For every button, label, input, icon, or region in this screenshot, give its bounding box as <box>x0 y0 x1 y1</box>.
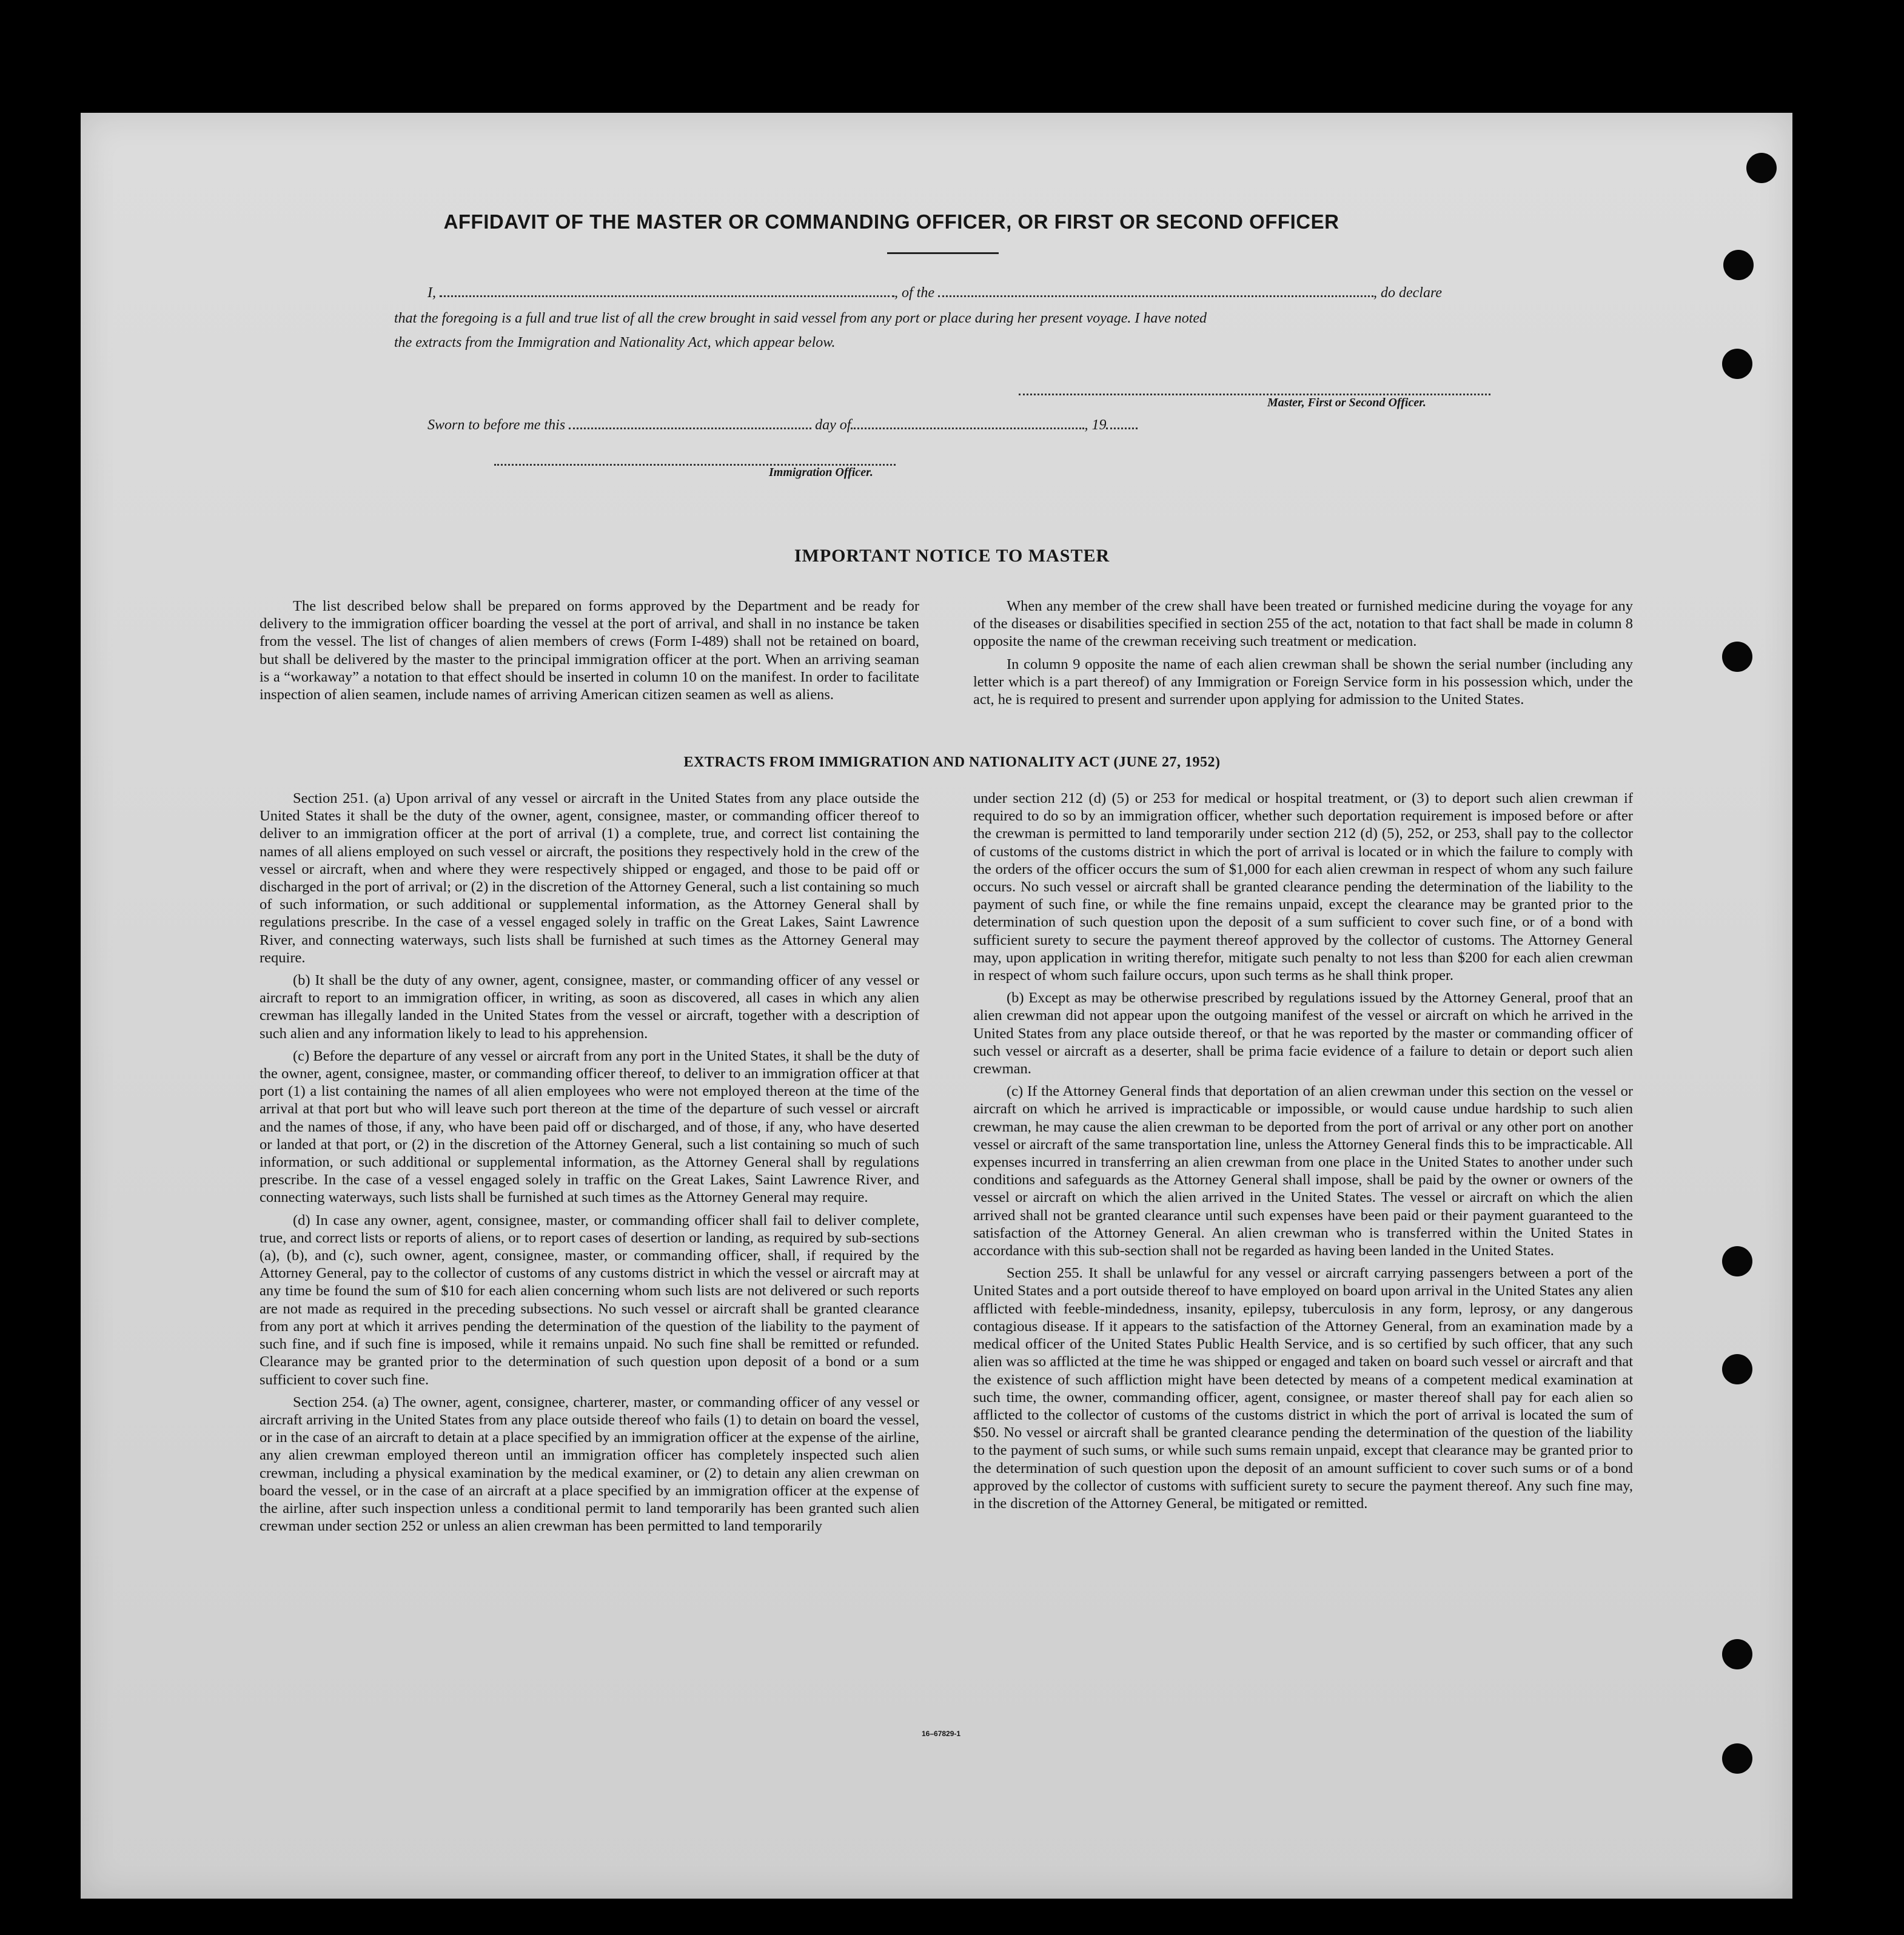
punch-hole <box>1722 1246 1752 1276</box>
of-the-label: , of the <box>894 285 934 301</box>
sworn-month-field[interactable] <box>851 427 1084 429</box>
year-label: , 19 <box>1084 417 1107 433</box>
section-paragraph: (d) In case any owner, agent, consignee, master, or commanding officer shall fail to deliver complete, true, and correct lists or reports of aliens, or to report cases of desertion or landing, as required by sub-sections (a), (b), and (c), such owner, agent, consignee, master, or commanding officer, shall, if required by the Attorney General, pay to the collector of customs of any customs district in which the vessel or aircraft may at any time be found the sum of $10 for each alien concerning whom such lists are not delivered or such reports are not made as required in the preceding subsections. No such vessel or aircraft shall be granted clearance from any port at which it arrives pending the determination of the question of the liability to the payment of such fine, and if such fine is imposed, while it remains unpaid. No such fine shall be remitted or refunded. Clearance may be granted prior to the determination of such question upon deposit of a bond or a sum sufficient to cover such fine. <box>260 1212 919 1388</box>
declaration-line <box>427 285 1442 301</box>
punch-hole <box>1722 349 1752 379</box>
notice-paragraph: In column 9 opposite the name of each alien crewman shall be shown the serial number (including any letter which is a part thereof) of any Immigration or Foreign Service form in his possession which, under the act, he is required to present and surrender upon applying for admission to the United States. <box>973 656 1633 708</box>
section-paragraph: Section 254. (a) The owner, agent, consignee, charterer, master, or commanding officer of any vessel or aircraft arriving in the United States from any place outside thereof who fails (1) to detain on board the vessel, or in the case of an aircraft to detain at a place specified by an immigration officer at the expense of the airline, any alien crewman employed thereon until an immigration officer has completely inspected such alien crewman, including a physical examination by the medical examiner, or (2) to detain any alien crewman on board the vessel, or in the case of an aircraft at a place specified by an immigration officer at the expense of the airline, after such inspection unless a conditional permit to land temporarily has been granted such alien crewman under section 252 or unless an alien crewman has been permitted to land temporarily <box>260 1393 919 1535</box>
punch-hole <box>1723 250 1754 280</box>
punch-hole <box>1722 1743 1752 1774</box>
section-paragraph: Section 251. (a) Upon arrival of any vessel or aircraft in the United States from any place outside the United States it shall be the duty of the owner, agent, consignee, master, or commanding officer thereof to deliver to an immigration officer at the port of arrival (1) a complete, true, and correct list containing the names of all aliens employed on such vessel or aircraft, the positions they respectively hold in the crew of the vessel or aircraft, when and where they were respectively shipped or engaged, and those to be paid off or discharged in the port of arrival; or (2) in the discretion of the Attorney General, such a list containing so much of such information, or such additional or supplemental information, as the Attorney General shall by regulations prescribe. In the case of a vessel engaged solely in traffic on the Great Lakes, Saint Lawrence River, and connecting waterways, such lists shall be furnished at such times as the Attorney General may require. <box>260 790 919 966</box>
affidavit-title: AFFIDAVIT OF THE MASTER OR COMMANDING OFFICER, OR FIRST OR SECOND OFFICER <box>443 210 1339 233</box>
i-label: I, <box>427 285 436 301</box>
punch-hole <box>1722 1354 1752 1384</box>
section-paragraph: (c) If the Attorney General finds that deportation of an alien crewman under this section on the vessel or aircraft on which he arrived is impracticable or impossible, or would cause undue hardship to such alien crewman, he may cause the alien crewman to be deported from the port of arrival or any other port on another vessel or aircraft of the same transportation line, unless the Attorney General finds this to be impracticable. All expenses incurred in transferring an alien crewman from one place in the United States to another under such conditions and safeguards as the Attorney General shall impose, shall be paid by the owner or owners of the vessel or aircraft on which the alien arrived in the United States. The vessel or aircraft on which the alien arrived shall not be granted clearance until such expenses have been paid or their payment guaranteed to the satisfaction of the Attorney General. An alien crewman who is transferred within the United States in accordance with this sub-section shall not be regarded as having been landed in the United States. <box>973 1083 1633 1259</box>
punch-hole <box>1722 1639 1752 1669</box>
notice-title: IMPORTANT NOTICE TO MASTER <box>794 546 1110 566</box>
sworn-day-field[interactable] <box>569 427 811 429</box>
vessel-field[interactable] <box>938 295 1373 297</box>
sworn-line <box>427 417 1138 434</box>
extracts-title: EXTRACTS FROM IMMIGRATION AND NATIONALITY ACT (JUNE 27, 1952) <box>683 754 1221 770</box>
declaration-body-2: the extracts from the Immigration and Nationality Act, which appear below. <box>394 335 836 350</box>
sworn-label: Sworn to before me this <box>427 417 566 433</box>
notice-left-column <box>260 597 919 708</box>
section-paragraph: under section 212 (d) (5) or 253 for medical or hospital treatment, or (3) to deport such alien crewman if required to do so by an immigration officer, whether such deportation requirement is imposed before or after the crewman is permitted to land temporarily under section 212 (d) (5), 252, or 253, shall pay to the collector of customs of the customs district in which the port of arrival is located or in which the failure to comply with the orders of the officer occurs the sum of $1,000 for each alien crewman in respect of whom any such failure occurs. No such vessel or aircraft shall be granted clearance pending the determination of the liability to the payment of such fine, or while the fine remains unpaid, except the clearance may be granted prior to the determination of such question upon the deposit of a sum sufficient to cover such fine, or of a bond with sufficient surety to secure the payment thereof approved by the collector of customs. The Attorney General may, upon application in writing therefor, mitigate such penalty to not less than $200 for each alien crewman in respect of whom such failure occurs, upon such terms as he shall think proper. <box>973 790 1633 984</box>
section-paragraph: (b) It shall be the duty of any owner, agent, consignee, master, or commanding officer of any vessel or aircraft to report to an immigration officer, in writing, as soon as discovered, all cases in which any alien crewman has illegally landed in the United States from the vessel or aircraft, together with a description of such alien and any information likely to lead to his apprehension. <box>260 972 919 1042</box>
title-divider <box>887 252 999 254</box>
notice-right-column <box>973 597 1633 713</box>
name-field[interactable] <box>440 295 894 297</box>
extracts-left-column <box>260 790 919 1540</box>
immigration-officer-label: Immigration Officer. <box>769 466 873 479</box>
extracts-right-column <box>973 790 1633 1517</box>
section-paragraph: (b) Except as may be otherwise prescribed by regulations issued by the Attorney General, proof that an alien crewman did not appear upon the outgoing manifest of the vessel or aircraft on which he arrived in the United States from any place outside thereof, or that he was reported by the master or commanding officer of such vessel or aircraft as a deserter, shall be prima facie evidence of a failure to detain or deport such alien crewman. <box>973 990 1633 1078</box>
declaration-body-1: that the foregoing is a full and true list of all the crew brought in said vessel from any port or place during her present voyage. I have noted <box>394 310 1207 326</box>
day-of-label: day of <box>815 417 851 433</box>
do-declare-label: , do declare <box>1373 285 1443 301</box>
form-number: 16–67829-1 <box>922 1729 961 1738</box>
signature-label: Master, First or Second Officer. <box>1267 396 1426 409</box>
section-paragraph: (c) Before the departure of any vessel or aircraft from any port in the United States, it shall be the duty of the owner, agent, consignee, master, or commanding officer thereof, to deliver to an immigration officer at that port (1) a list containing the names of all alien employees who were not employed thereon at the time of the arrival at that port but who will leave such port thereon at the time of the departure of such vessel or aircraft and the names of those, if any, who have been paid off or discharged, and of those, if any, who have deserted or landed at that port, or (2) in the discretion of the Attorney General, such a list containing so much of such information, or such additional or supplemental information, as the Attorney General shall by regulations prescribe. In the case of a vessel engaged solely in traffic on the Great Lakes, Saint Lawrence River, and connecting waterways, such lists shall be furnished at such times as the Attorney General may require. <box>260 1047 919 1206</box>
section-paragraph: Section 255. It shall be unlawful for any vessel or aircraft carrying passengers between a port of the United States and a port outside thereof to have employed on board upon arrival in the United States any alien afflicted with feeble-mindedness, insanity, epilepsy, tuberculosis in any form, leprosy, or any dangerous contagious disease. If it appears to the satisfaction of the Attorney General, from an examination made by a medical officer of the United States Public Health Service, and is so certified by such officer, that any such alien was so afflicted at the time he was shipped or engaged and taken on board such vessel or aircraft and that the existence of such affliction might have been detected by means of a competent medical examination at such time, the owner, commanding officer, agent, consignee, or master thereof shall pay for each alien so afflicted to the collector of customs of the customs district in which the port of arrival is located the sum of $50. No vessel or aircraft shall be granted clearance pending the determination of the question of the liability to the payment of such sums, or while such sums remain unpaid, except that clearance may be granted prior to the determination of such question upon the deposit of an amount sufficient to cover such sums or of a bond approved by the collector of customs with sufficient surety to secure the payment thereof. Any such fine may, in the discretion of the Attorney General, be mitigated or remitted. <box>973 1265 1633 1512</box>
punch-hole <box>1746 153 1777 183</box>
signature-line[interactable] <box>1019 393 1490 395</box>
notice-paragraph: The list described below shall be prepared on forms approved by the Department and be ready for delivery to the immigration officer boarding the vessel at the port of arrival, and shall in no instance be taken from the vessel. The list of changes of alien members of crews (Form I-489) shall not be retained on board, but shall be delivered by the master to the principal immigration officer at the port. When an arriving seaman is a “workaway” a notation to that effect should be inserted in column 10 on the manifest. In order to facilitate inspection of alien seamen, include names of arriving American citizen seamen as well as aliens. <box>260 598 919 703</box>
sworn-year-field[interactable] <box>1106 427 1138 429</box>
notice-paragraph: When any member of the crew shall have been treated or furnished medicine during the voyage for any of the diseases or disabilities specified in section 255 of the act, notation to that fact shall be made in column 8 opposite the name of the crewman receiving such treatment or medication. <box>973 598 1633 650</box>
punch-hole <box>1722 642 1752 672</box>
